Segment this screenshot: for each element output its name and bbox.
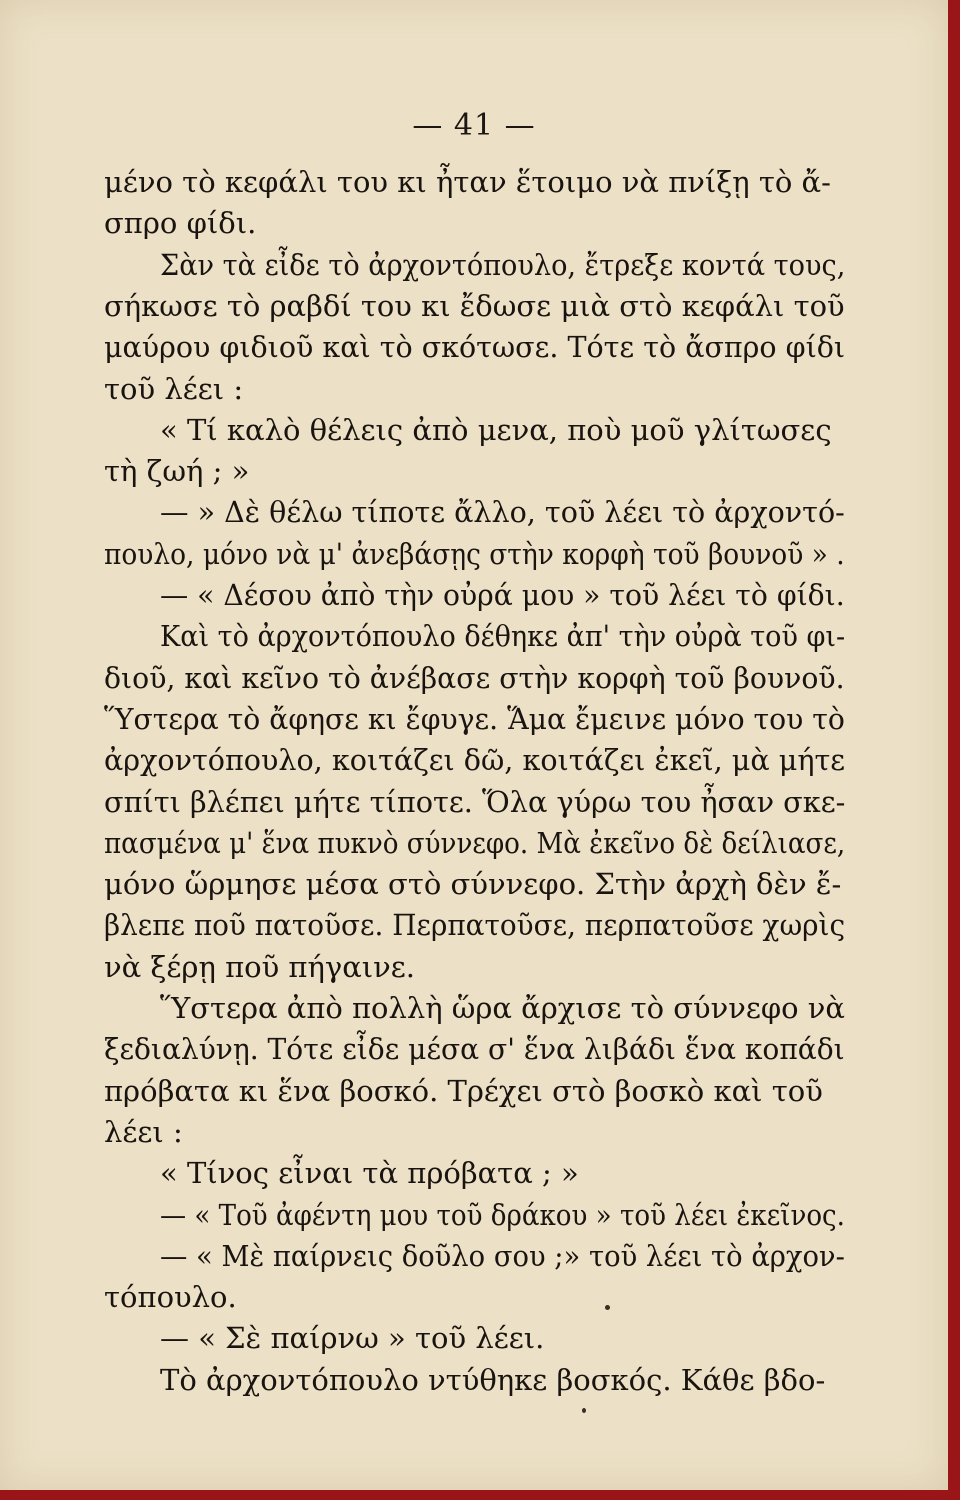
text-line: — « Σὲ παίρνω » τοῦ λέει. [160, 1321, 545, 1356]
text-line: πασμένα μ' ἕνα πυκνὸ σύννεφο. Μὰ ἐκεῖνο δὲ δείλιασε, [104, 825, 846, 860]
text-line: — « Μὲ παίρνεις δοῦλο σου ;» τοῦ λέει τὸ ἀρχον- [160, 1238, 845, 1273]
text-line: τὴ ζωή ; » [104, 454, 250, 489]
text-line: σπίτι βλέπει μήτε τίποτε. Ὅλα γύρω του ἦσαν σκε- [104, 784, 846, 819]
text-line: Σὰν τὰ εἶδε τὸ ἀρχοντόπουλο, ἔτρεξε κοντά τους, [160, 247, 846, 282]
text-line: Τὸ ἀρχοντόπουλο ντύθηκε βοσκός. Κάθε βδο- [160, 1362, 826, 1397]
text-line: πουλο, μόνο νὰ μ' ἀνεβάσῃς στὴν κορφὴ τοῦ βουνοῦ » . [104, 536, 845, 571]
text-line: σπρο φίδι. [104, 206, 257, 241]
page-number: — 41 — [412, 108, 536, 143]
text-line: μαύρου φιδιοῦ καὶ τὸ σκότωσε. Τότε τὸ ἄσπρο φίδι [104, 330, 846, 365]
text-line: τοῦ λέει : [104, 371, 244, 406]
text-line: τόπουλο. [104, 1280, 237, 1315]
text-line: « Τίνος εἶναι τὰ πρόβατα ; » [160, 1156, 579, 1191]
text-line: μένο τὸ κεφάλι του κι ἦταν ἕτοιμο νὰ πνίξῃ τὸ ἄ- [104, 165, 831, 199]
text-line: — » Δὲ θέλω τίποτε ἄλλο, τοῦ λέει τὸ ἀρχοντό- [160, 495, 845, 530]
text-line: ξεδιαλύνῃ. Τότε εἶδε μέσα σ' ἕνα λιβάδι ἕνα κοπάδι [104, 1032, 845, 1067]
text-line: Καὶ τὸ ἀρχοντόπουλο δέθηκε ἀπ' τὴν οὐρὰ τοῦ φι- [160, 619, 846, 654]
text-line: πρόβατα κι ἕνα βοσκό. Τρέχει στὸ βοσκὸ καὶ τοῦ [104, 1073, 823, 1108]
ink-speck [582, 1408, 586, 1413]
text-line: σήκωσε τὸ ραβδί του κι ἔδωσε μιὰ στὸ κεφάλι τοῦ [104, 288, 845, 323]
text-line: νὰ ξέρῃ ποῦ πήγαινε. [104, 949, 416, 984]
text-line: Ὕστερα τὸ ἄφησε κι ἔφυγε. Ἅμα ἔμεινε μόνο του τὸ [104, 701, 845, 736]
text-line: διοῦ, καὶ κεῖνο τὸ ἀνέβασε στὴν κορφὴ τοῦ βουνοῦ. [104, 660, 845, 695]
text-line: — « Τοῦ ἀφέντη μου τοῦ δράκου » τοῦ λέει ἐκεῖνος. [160, 1197, 845, 1232]
text-line: βλεπε ποῦ πατοῦσε. Περπατοῦσε, περπατοῦσε χωρὶς [104, 908, 846, 943]
text-line: Ὕστερα ἀπὸ πολλὴ ὥρα ἄρχισε τὸ σύννεφο νὰ [160, 991, 845, 1025]
text-line: « Τί καλὸ θέλεις ἀπὸ μενα, ποὺ μοῦ γλίτωσες [160, 412, 832, 447]
text-line: ἀρχοντόπουλο, κοιτάζει δῶ, κοιτάζει ἐκεῖ, μὰ μήτε [104, 743, 846, 778]
text-line: — « Δέσου ἀπὸ τὴν οὐρά μου » τοῦ λέει τὸ φίδι. [160, 578, 845, 612]
text-line: μόνο ὥρμησε μέσα στὸ σύννεφο. Στὴν ἀρχὴ δὲν ἔ- [104, 867, 842, 902]
ink-speck [605, 1305, 610, 1310]
text-line: λέει : [104, 1114, 183, 1149]
